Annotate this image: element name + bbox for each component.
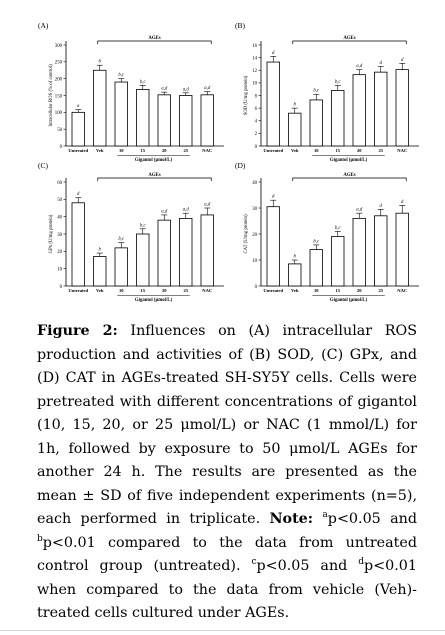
p4-y-axis-label: CAT (U/mg protein) <box>244 214 249 254</box>
p2-sig-label-2: b <box>293 102 296 108</box>
p4-ages-label: AGEs <box>343 173 356 178</box>
p4-sig-label-5: a,d <box>356 207 363 213</box>
p4-bar-5 <box>353 218 366 286</box>
p2-sig-label-3: b,c <box>313 88 320 94</box>
p2-bar-1 <box>267 62 280 146</box>
note-c: p<0.05 and <box>256 558 359 574</box>
p3-y-tick-label: 30 <box>57 232 62 238</box>
p1-bar-7 <box>201 95 214 146</box>
p1-bar-6 <box>180 96 193 147</box>
caption-text: Influences on (A) intracellular ROS production and activities of (B) SOD, (C) GPx, and (D) CAT in AGEs-treated SH-SY5Y cells. Cells were pretreated with different concentrations of gigantol (10, 15, 20, or 25 μmol/L) or NAC (1 mmol/L) for 1h, followed by exposure to 50 μmol/L AGEs for another 24 h. The results are presented as the mean ± SD of five independent experiments (n=5), each performed in triplicate. <box>37 323 417 527</box>
p2-y-axis-label: SOD (U/mg protein) <box>244 75 249 116</box>
p4-bar-4 <box>332 237 345 286</box>
p4-x-tick-label-5: 20 <box>356 288 362 293</box>
sup-c: c <box>251 557 257 568</box>
p3-bar-4 <box>137 234 150 286</box>
p4-sig-label-7: d <box>401 199 404 205</box>
p1-sig-label-1: a <box>77 104 80 110</box>
p2-y-tick-label: 12 <box>252 69 257 75</box>
p2-sig-label-5: a,d <box>356 64 363 70</box>
p3-x-tick-label-4: 15 <box>140 288 146 293</box>
p4-y-tick-label: 10 <box>252 258 257 264</box>
p2-y-tick-label: 4 <box>254 119 257 125</box>
p4-x-tick-label-6: 25 <box>378 288 384 293</box>
p2-ages-label: AGEs <box>343 36 356 41</box>
p4-x-tick-label-7: NAC <box>397 288 408 293</box>
p2-x-tick-label-1: Untreated <box>263 148 284 153</box>
p2-y-tick-label: 10 <box>252 81 257 87</box>
p1-x-tick-label-6: 25 <box>183 148 189 153</box>
p3-x-tick-label-1: Untreated <box>68 288 89 293</box>
p1-y-tick-label: 0 <box>59 144 62 150</box>
p2-ages-bracket <box>293 41 407 44</box>
p3-x-tick-label-3: 10 <box>118 288 124 293</box>
p2-y-tick-label: 2 <box>254 132 257 138</box>
p2-x-tick-label-5: 20 <box>356 148 362 153</box>
p3-x-tick-label-2: Veh <box>96 288 104 293</box>
p2-y-tick-label: 8 <box>254 94 257 100</box>
p1-x-tick-label-3: 10 <box>118 148 124 153</box>
figure-caption <box>37 320 417 626</box>
p2-y-tick-label: 16 <box>252 43 257 49</box>
p1-x-tick-label-7: NAC <box>202 148 213 153</box>
p1-x-tick-label-4: 15 <box>140 148 146 153</box>
p1-bar-4 <box>137 89 150 146</box>
p3-x-tick-label-7: NAC <box>202 288 213 293</box>
p2-x-tick-label-7: NAC <box>397 148 408 153</box>
p3-y-axis-label: GPx (U/mg protein) <box>49 214 54 254</box>
p2-bar-3 <box>310 100 323 146</box>
p2-x-tick-label-4: 15 <box>335 148 341 153</box>
p4-ages-bracket <box>293 178 407 181</box>
p2-x-axis-label: Gigantol (μmol/L) <box>329 158 368 163</box>
p1-sig-label-6: a,d <box>182 87 189 93</box>
p3-bar-2 <box>94 257 107 286</box>
bottom-rule <box>0 630 445 631</box>
p1-y-axis-label: Intracellular ROS (% of control) <box>49 64 54 127</box>
p4-bar-7 <box>396 213 409 286</box>
p3-bar-3 <box>115 248 128 286</box>
p4-y-tick-label: 20 <box>252 232 257 238</box>
p4-bar-3 <box>310 250 323 286</box>
p1-sig-label-4: b,c <box>139 79 146 85</box>
p1-panel-label: (A) <box>38 21 49 30</box>
note-a: p<0.05 and <box>327 511 417 527</box>
p1-bar-1 <box>72 112 85 146</box>
sup-d: d <box>358 557 365 568</box>
p2-bar-2 <box>289 113 302 146</box>
p4-x-tick-label-4: 15 <box>335 288 341 293</box>
p4-panel-label: (D) <box>235 161 246 170</box>
p2-y-tick-label: 6 <box>254 106 257 112</box>
p2-y-tick-label: 14 <box>252 56 257 62</box>
p4-bar-1 <box>267 207 280 286</box>
p4-sig-label-4: b,c <box>334 225 341 231</box>
p3-ages-label: AGEs <box>148 173 161 178</box>
p3-bar-5 <box>158 220 171 286</box>
p3-x-axis-label: Gigantol (μmol/L) <box>134 298 173 303</box>
p1-x-tick-label-5: 20 <box>161 148 167 153</box>
p4-bar-6 <box>375 216 388 286</box>
p2-panel-label: (B) <box>235 21 245 30</box>
p3-sig-label-5: a,d <box>161 209 168 215</box>
p3-bar-6 <box>180 218 193 286</box>
p2-bar-6 <box>375 72 388 146</box>
p4-sig-label-6: d <box>379 203 382 209</box>
p1-sig-label-5: a,d <box>161 86 168 92</box>
p2-x-tick-label-3: 10 <box>313 148 319 153</box>
p2-y-tick-label: 0 <box>254 144 257 150</box>
p1-ages-bracket <box>98 41 212 44</box>
p4-y-tick-label: 40 <box>252 180 257 186</box>
p1-sig-label-7: a,d <box>204 85 211 91</box>
p1-x-tick-label-1: Untreated <box>68 148 89 153</box>
p4-x-tick-label-2: Veh <box>291 288 299 293</box>
p4-sig-label-1: d <box>272 194 275 200</box>
p3-y-tick-label: 0 <box>59 284 62 290</box>
p3-y-tick-label: 40 <box>57 215 62 221</box>
p1-x-tick-label-2: Veh <box>96 148 104 153</box>
p4-x-tick-label-3: 10 <box>313 288 319 293</box>
p3-sig-label-2: b <box>98 247 101 253</box>
p4-bar-2 <box>289 264 302 286</box>
p2-sig-label-1: d <box>272 50 275 56</box>
p1-y-tick-label: 150 <box>54 94 62 100</box>
p4-sig-label-3: b,c <box>313 239 320 245</box>
note-b: p<0.01 compared to the data from untreated control group (untreated). <box>37 534 417 574</box>
p3-sig-label-4: b,c <box>139 223 146 229</box>
p4-sig-label-2: b <box>293 254 296 260</box>
p3-sig-label-6: a,d <box>182 207 189 213</box>
p1-bar-5 <box>158 95 171 146</box>
p3-y-tick-label: 50 <box>57 198 62 204</box>
caption-note-label: Note: <box>269 511 314 527</box>
p3-sig-label-1: d <box>77 192 80 198</box>
p1-ages-label: AGEs <box>148 36 161 41</box>
p3-bar-7 <box>201 215 214 286</box>
p1-y-tick-label: 300 <box>54 43 62 49</box>
p3-y-tick-label: 20 <box>57 250 62 256</box>
p2-sig-label-7: d <box>401 57 404 63</box>
p3-sig-label-7: a,d <box>204 202 211 208</box>
p1-sig-label-2: b <box>98 59 101 65</box>
p1-y-tick-label: 200 <box>54 77 62 83</box>
p3-ages-bracket <box>98 178 212 181</box>
note-d: p<0.01 when compared to the data from vehicle (Veh)-treated cells cultured under AGEs. <box>37 558 417 621</box>
p3-x-tick-label-5: 20 <box>161 288 167 293</box>
p3-y-tick-label: 60 <box>57 180 62 186</box>
p3-panel-label: (C) <box>38 161 48 170</box>
p1-x-axis-label: Gigantol (μmol/L) <box>134 158 173 163</box>
p2-sig-label-6: d <box>379 60 382 66</box>
p2-bar-5 <box>353 75 366 146</box>
p3-bar-1 <box>72 203 85 286</box>
p4-y-tick-label: 30 <box>252 206 257 212</box>
sup-a: a <box>322 510 328 521</box>
p2-bar-4 <box>332 90 345 146</box>
p2-x-tick-label-6: 25 <box>378 148 384 153</box>
p2-sig-label-4: b,c <box>334 79 341 85</box>
p1-y-tick-label: 50 <box>57 127 62 133</box>
p3-x-tick-label-6: 25 <box>183 288 189 293</box>
sup-b: b <box>37 533 43 544</box>
p1-bar-3 <box>115 82 128 146</box>
p1-y-tick-label: 250 <box>54 60 62 66</box>
caption-label: Figure 2: <box>37 323 118 339</box>
p4-x-tick-label-1: Untreated <box>263 288 284 293</box>
p2-bar-7 <box>396 70 409 146</box>
p1-sig-label-3: b,c <box>118 73 125 79</box>
p1-y-tick-label: 100 <box>54 111 62 117</box>
p2-x-tick-label-2: Veh <box>291 148 299 153</box>
p1-bar-2 <box>94 70 107 146</box>
p3-y-tick-label: 10 <box>57 267 62 273</box>
p4-y-tick-label: 0 <box>254 284 257 290</box>
p4-x-axis-label: Gigantol (μmol/L) <box>329 298 368 303</box>
p3-sig-label-3: b,c <box>118 237 125 243</box>
